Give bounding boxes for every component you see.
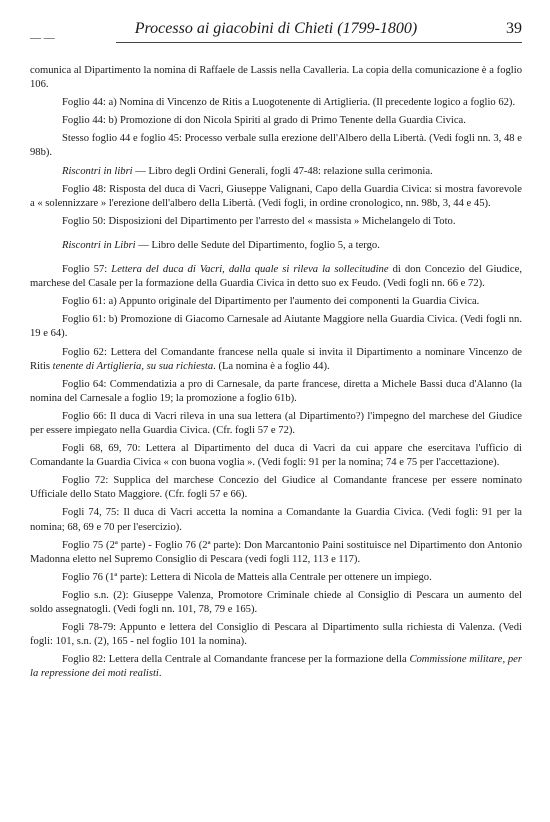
text-run: Fogli 68, 69, 70: Lettera al Dipartimento del duca di Vacri da cui appare che esercitava l'ufficio di Comandante la Guardia Civica « con buona voglia ». (Vedi fogli: 91 per la nomina; 74 e 75 per l'accettazione). [30,443,522,469]
paragraph [30,653,522,681]
text-run: . (La nomina è a foglio 44). [213,360,330,372]
paragraph [30,132,522,160]
text-run: Foglio 50: Disposizioni del Dipartimento per l'arresto del « massista » Michelangelo di Toto. [62,215,456,227]
text-run: Fogli 74, 75: Il duca di Vacri accetta la nomina a Comandante la Guardia Civica. (Vedi fogli: 91 per la nomina; 68, 69 e 70 per l'esercizio). [30,507,522,533]
text-run: Foglio s.n. (2): Giuseppe Valenza, Promotore Criminale chiede al Consiglio di Pescara un aumento del soldo assegnatogli. (Vedi fogli nn. 101, 78, 79 e 165). [30,589,522,615]
paragraph [30,506,522,534]
text-run: Foglio 61: a) Appunto originale del Dipartimento per l'aumento dei componenti la Guardia Civica. [62,296,480,308]
italic-text: Riscontri in Libri [62,239,136,251]
text-run: Foglio 61: b) Promozione di Giacomo Carnesale ad Aiutante Maggiore nella Guardia Civica. (Vedi fogli nn. 19 e 64). [30,314,522,340]
paragraph [30,96,522,110]
paragraph [30,313,522,341]
paragraph [30,114,522,128]
text-run: Foglio 48: Risposta del duca di Vacri, Giuseppe Valignani, Capo della Guardia Civica: si mostra favorevole a « solennizzare » l'erezione dell'albero della Libertà. (Vedi fogli, in ordine cronologico, nn. 98b, 3, 44 e 45). [30,183,522,209]
paragraph [30,64,522,92]
paragraph [30,378,522,406]
paragraph [30,165,522,179]
paragraph [30,239,522,253]
text-run: Stesso foglio 44 e foglio 45: Processo verbale sulla erezione dell'Albero della Libertà. (Vedi fogli nn. 3, 48 e 98b). [30,133,522,159]
italic-text: Riscontri in libri [62,165,133,177]
paragraph [30,410,522,438]
text-run: Foglio 82: Lettera della Centrale al Comandante francese per la formazione della [62,654,410,666]
paragraph [30,183,522,211]
page-body [30,64,522,681]
page [30,18,522,685]
text-run: Foglio 72: Supplica del marchese Concezio del Giudice al Comandante francese per essere nominato Ufficiale dello Stato Maggiore. (Cfr. fogli 57 e 66). [30,475,522,501]
text-run: Foglio 76 (1ª parte): Lettera di Nicola de Matteis alla Centrale per ottenere un impiego. [62,571,432,583]
text-run: Foglio 44: a) Nomina di Vincenzo de Ritis a Luogotenente di Artiglieria. (Il precedente logico a foglio 62). [62,97,516,109]
italic-text: tenente di Artiglieria, su sua richiesta [52,360,214,372]
paragraph [30,621,522,649]
text-run: comunica al Dipartimento la nomina di Raffaele de Lassis nella Cavalleria. La copia della comunicazione è a foglio 106. [30,65,522,91]
text-run: Foglio 62: Lettera del Comandante francese nella quale si invita il Dipartimento a nominare Vincenzo de Ritis [30,346,522,372]
text-run: Foglio 75 (2ª parte) - Foglio 76 (2ª parte): Don Marcantonio Paini sostituisce nel Dipartimento don Antonio Madonna eletto nel Supremo Consiglio di Pescara (vedi fogli 112, 113 e 117). [30,539,522,565]
header-rule [116,42,522,43]
paragraph [30,215,522,229]
page-number: 39 [506,20,522,37]
text-run: Foglio 64: Commendatizia a pro di Carnesale, da parte francese, diretta a Michele Bassi duca d'Alanno (la nomina del Carnesale a foglio 19; la promozione a foglio 61b). [30,378,522,404]
italic-text: Commissione militare, per la repressione dei moti realisti [30,654,522,680]
page-header [30,18,522,44]
text-run: Foglio 57: [62,264,112,276]
header-dash: — — [30,32,55,44]
paragraph [30,589,522,617]
text-run: . [158,668,162,680]
text-run: di don Concezio del Giudice, marchese del Casale per la formazione della Guardia Civica in detto suo ex Feudo. (Vedi fogli nn. 66 e 72). [30,264,522,290]
text-run: Foglio 44: b) Promozione di don Nicola Spiriti al grado di Primo Tenente della Guardia Civica. [62,115,466,127]
italic-text: Lettera del duca di Vacri, dalla quale si rileva la sollecitudine [111,264,389,276]
paragraph [30,571,522,585]
paragraph [30,539,522,567]
paragraph [30,295,522,309]
text-run: Fogli 78-79: Appunto e lettera del Consiglio di Pescara al Dipartimento sulla richiesta di Valenza. (Vedi fogli: 101, s.n. (2), 165 - nel foglio 101 la nomina). [30,622,522,648]
text-run: Foglio 66: Il duca di Vacri rileva in una sua lettera (al Dipartimento?) l'impegno del marchese del Giudice per essere impiegato nella Guardia Civica. (Cfr. fogli 57 e 72). [30,410,522,436]
running-title: Processo ai giacobini di Chieti (1799-1800) [134,20,418,37]
text-run: — Libro delle Sedute del Dipartimento, foglio 5, a tergo. [135,239,380,251]
paragraph [30,442,522,470]
paragraph [30,346,522,374]
text-run: — Libro degli Ordini Generali, fogli 47-48: relazione sulla cerimonia. [132,165,433,177]
paragraph [30,474,522,502]
paragraph [30,263,522,291]
